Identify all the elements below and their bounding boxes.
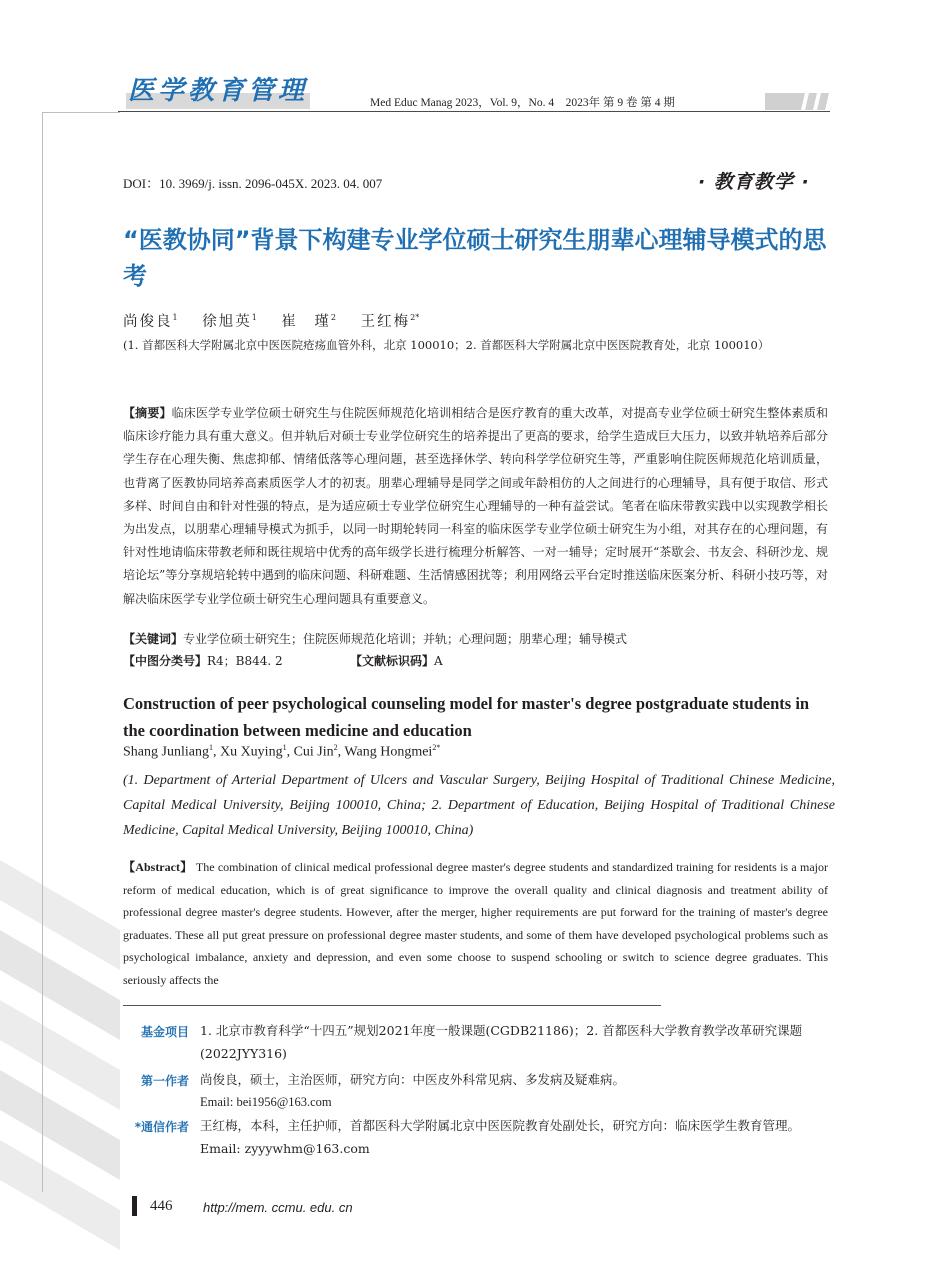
- author-affil-mark: 1: [251, 313, 257, 323]
- clc-number: [123, 651, 283, 671]
- header-stripes: [765, 93, 831, 110]
- author-name-en: Shang Junliang: [123, 744, 209, 760]
- doc-code-value: A: [434, 654, 443, 668]
- author-affil-mark: 2: [330, 313, 336, 323]
- header-rule: [118, 111, 830, 112]
- author-affil-mark: 1: [172, 313, 178, 323]
- authors-en: Shang Junliang$^1$, Xu Xuying$^1$, Cui Jin$^2$, Wang Hongmei$^{2*}$: [123, 743, 441, 760]
- abstract-text-en: The combination of clinical medical professional degree master's degree students and standardized training for residents is a major reform of medical education, which is of great significance to improve the overall quality and clinical diagnosis and treatment ability of professional degree master's degree students. However, after the merger, higher requirements are put forward for the training of master's degree graduates. These all put great pressure on professional degree master students, and some of them have developed psychological problems such as psychological imbalance, anxiety and depression, and even some choose to suspend schooling or switch to science degree graduates. This seriously affects the: [123, 860, 828, 987]
- clc-value: R4；B844. 2: [207, 654, 283, 668]
- journal-url[interactable]: http://mem. ccmu. edu. cn: [203, 1200, 353, 1215]
- footnote-label-first-author: 第一作者: [140, 1074, 189, 1088]
- margin-rule-horizontal: [42, 112, 120, 113]
- clc-label: 【中图分类号】: [123, 654, 208, 668]
- footnote-funding: 1. 北京市教育科学“十四五”规划2021年度一般课题(CGDB21186)；2. 首都医科大学教育教学改革研究课题(2022JYY316): [200, 1023, 803, 1061]
- author-name-en: Cui Jin: [293, 744, 334, 760]
- keywords-text: 专业学位硕士研究生；住院医师规范化培训；并轨；心理问题；朋辈心理；辅导模式: [183, 632, 628, 646]
- first-author-email: Email: bei1956@163.com: [200, 1095, 332, 1109]
- margin-rule-vertical: [42, 112, 43, 1192]
- section-label: · 教育教学 ·: [698, 171, 810, 193]
- abstract-label-cn: 【摘要】: [123, 406, 172, 420]
- page-number: 446: [150, 1198, 173, 1214]
- author-name: 尚俊良: [123, 314, 173, 330]
- footer-bar: [132, 1196, 137, 1216]
- article-title-en: Construction of peer psychological counseling model for master's degree postgraduate students in the coordination between medicine and education: [123, 694, 810, 740]
- author-name-en: Wang Hongmei: [344, 744, 433, 760]
- author-name-en: Xu Xuying: [219, 744, 283, 760]
- author-name: 崔 瑾: [281, 314, 331, 330]
- doi: DOI：10. 3969/j. issn. 2096-045X. 2023. 04. 007: [123, 176, 383, 191]
- document-code: [350, 651, 443, 671]
- author-affil-mark: 1: [208, 743, 213, 752]
- affiliation-cn: (1. 首都医科大学附属北京中医医院疮疡血管外科，北京 100010；2. 首都医科大学附属北京中医医院教育处，北京 100010）: [123, 338, 770, 352]
- author-affil-mark: 2: [333, 743, 338, 752]
- footnote-label-funding: 基金项目: [140, 1025, 189, 1039]
- doc-code-label: 【文献标识码】: [350, 654, 435, 668]
- abstract-en: [123, 856, 828, 991]
- authors-cn: [123, 310, 419, 331]
- decorative-stripes: [0, 860, 120, 1280]
- footnote-first-author: 尚俊良，硕士，主治医师，研究方向：中医皮外科常见病、多发病及疑难病。: [200, 1072, 626, 1087]
- abstract-cn: [123, 402, 828, 611]
- footnote-rule: [123, 1005, 661, 1006]
- author-name: 徐旭英: [202, 314, 252, 330]
- author-affil-mark: 2*: [432, 743, 441, 752]
- journal-logo: 医学教育管理: [128, 76, 309, 106]
- footnote-label-corresponding: *通信作者: [134, 1120, 189, 1134]
- keywords-cn: [123, 629, 835, 649]
- author-affil-mark: 1: [282, 743, 287, 752]
- author-affil-mark: 2*: [410, 313, 420, 323]
- footnote-corresponding: 王红梅，本科，主任护师，首都医科大学附属北京中医医院教育处副处长，研究方向：临床医学生教育管理。Email: zyyywhm@163.com: [200, 1118, 801, 1156]
- affiliation-en: (1. Department of Arterial Department of Ulcers and Vascular Surgery, Beijing Hospital of Traditional Chinese Medicine, Capital Medical University, Beijing 100010, China; 2. Department of Education, Beijing Hospital of Traditional Chinese Medicine, Capital Medical University, Beijing 100010, China): [123, 773, 835, 838]
- author-name: 王红梅: [360, 314, 411, 330]
- article-title-cn: “医教协同”背景下构建专业学位硕士研究生朋辈心理辅导模式的思考: [123, 226, 827, 290]
- keywords-label: 【关键词】: [123, 632, 184, 646]
- abstract-label-en: 【Abstract】: [123, 860, 193, 874]
- abstract-text-cn: 临床医学专业学位硕士研究生与住院医师规范化培训相结合是医疗教育的重大改革，对提高专业学位硕士研究生整体素质和临床诊疗能力具有重大意义。但并轨后对硕士专业学位研究生的培养提出了更高的要求，给学生造成巨大压力，以致并轨培养后部分学生存在心理失衡、焦虑抑郁、情绪低落等心理问题，甚至选择休学、转向科学学位研究生等，严重影响住院医师规范化培训质量，也背离了医教协同培养高素质医学人才的初衷。朋辈心理辅导是同学之间或年龄相仿的人之间进行的心理辅导，具有便于取信、形式多样、时间自由和针对性强的特点，是为适应硕士专业学位研究生心理辅导的一种有益尝试。笔者在临床带教实践中以实现教学相长为出发点，以朋辈心理辅导模式为抓手，以同一时期轮转同一科室的临床医学专业学位硕士研究生为小组，对其存在的心理问题，有针对性地请临床带教老师和既往规培中优秀的高年级学长进行梳理分析解答、一对一辅导；定时展开“茶歇会、书友会、科研沙龙、规培论坛”等分享规培轮转中遇到的临床问题、科研难题、生活情感困扰等；利用网络云平台定时推送临床医案分析、科研小技巧等，对解决临床医学专业学位硕士研究生心理问题具有重要意义。: [123, 406, 828, 606]
- header-citation: Med Educ Manag 2023，Vol. 9，No. 4 2023年 第 9 卷 第 4 期: [370, 97, 675, 109]
